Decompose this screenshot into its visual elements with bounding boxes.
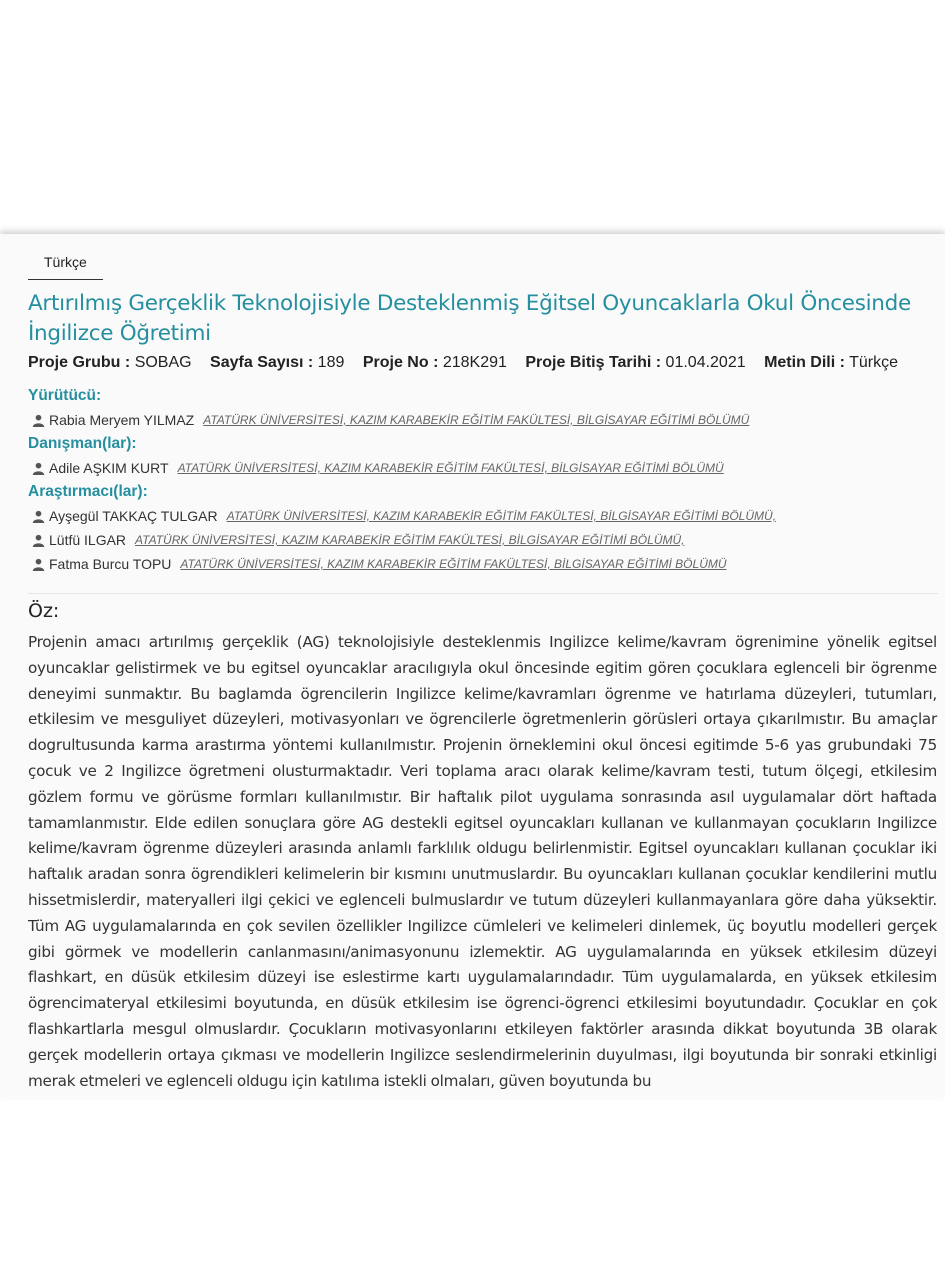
- person-name: Ayşegül TAKKAÇ TULGAR: [49, 508, 218, 524]
- affiliation-link[interactable]: ATATÜRK ÜNİVERSİTESİ, KAZIM KARABEKİR EĞİTİM FAKÜLTESİ, BİLGİSAYAR EĞİTİMİ BÖLÜMÜ,: [135, 533, 685, 547]
- project-detail-panel: [0, 234, 945, 1098]
- person-row: [32, 508, 776, 524]
- abstract-text: Projenin amacı artırılmış gerçeklik (AG) teknolojisiyle desteklenmis Ingilizce kelime/kavram ögrenimine yönelik egitsel oyuncaklar gelistirmek ve bu egitsel oyuncaklar aracılıgıyla okul öncesinde egitim gören çocuklara eglenceli bir ögrenme deneyimi sunmaktır. Bu baglamda ögrencilerin Ingilizce kelime/kavramları ögrenme ve hatırlama düzeyleri, tutumları, etkilesim ve mesguliyet düzeyleri, motivasyonları ve ögrencilerle ögretmenlerin görüsleri ortaya çıkarılmıstır. Bu amaçlar dogrultusunda karma arastırma yöntemi kullanılmıstır. Projenin örneklemini okul öncesi egitimde 5-6 yas grubundaki 75 çocuk ve 2 Ingilizce ögretmeni olusturmaktadır. Veri toplama aracı olarak kelime/kavram testi, tutum ölçegi, etkilesim gözlem formu ve görüsme formları kullanılmıstır. Bir haftalık pilot uygulama sonrasında asıl uygulamalar dört haftada tamamlanmıstır. Elde edilen sonuçlara göre AG destekli egitsel oyuncakları kullanan ve kullanmayan çocukların Ingilizce kelime/kavram ögrenme düzeyleri arasında anlamlı farklılık oldugu belirlenmistir. Egitsel oyuncakları kullanan çocuklar iki haftalık aradan sonra ögrendikleri kelimelerin bir kısmını unutmuslardır. Bu oyuncakları kullanan çocuklar kendilerini mutlu hissetmislerdir, materyalleri ilgi çekici ve eglenceli bulmuslardır ve tutum düzeyleri kullanmayanlara göre daha yüksektir. Tüm AG uygulamalarında en çok sevilen özellikler Ingilizce cümleleri ve kelimeleri dinlemek, üç boyutlu modelleri gerçek gibi görmek ve modellerin canlanmasını/animasyonunu izlemektir. AG uygulamalarında en yüksek etkilesim düzeyi flashkart, en düsük etkilesim düzeyi ise eslestirme kartı uygulamalarındadır. Tüm uygulamalarda, en yüksek etkilesim ögrencimateryal etkilesimi boyutunda, en düsük etkilesim ise ögrenci-ögrenci etkilesimi boyutundadır. Çocuklar en çok flashkartlarla mesgul olmuslardır. Çocukların motivasyonlarını etkileyen faktörler arasında dikkat boyutunda 3B olarak gerçek modellerin ortaya çıkması ve modellerin Ingilizce seslendirmelerinin duyulması, ilgi boyutunda bir sonraki etkinligi merak etmeleri ve eglenceli oldugu için katılıma istekli olmaları, güven boyutunda bu: [28, 633, 937, 1090]
- affiliation-link[interactable]: ATATÜRK ÜNİVERSİTESİ, KAZIM KARABEKİR EĞİTİM FAKÜLTESİ, BİLGİSAYAR EĞİTİMİ BÖLÜMÜ: [203, 413, 750, 427]
- user-icon: [32, 462, 45, 475]
- user-icon: [32, 534, 45, 547]
- meta-page-count: Sayfa Sayısı : 189: [210, 354, 345, 371]
- meta-project-no: Proje No : 218K291: [362, 354, 507, 371]
- user-icon: [32, 510, 45, 523]
- section-yurutucu: Yürütücü:: [28, 387, 102, 404]
- affiliation-link[interactable]: ATATÜRK ÜNİVERSİTESİ, KAZIM KARABEKİR EĞİTİM FAKÜLTESİ, BİLGİSAYAR EĞİTİMİ BÖLÜMÜ: [180, 557, 727, 571]
- user-icon: [32, 558, 45, 571]
- person-name: Adile AŞKIM KURT: [49, 460, 169, 476]
- section-danisman: Danışman(lar):: [28, 435, 137, 452]
- person-name: Rabia Meryem YILMAZ: [49, 412, 195, 428]
- abstract-heading: Öz:: [28, 600, 60, 622]
- meta-text-language: Metin Dili : Türkçe: [764, 354, 899, 371]
- user-icon: [32, 414, 45, 427]
- affiliation-link[interactable]: ATATÜRK ÜNİVERSİTESİ, KAZIM KARABEKİR EĞİTİM FAKÜLTESİ, BİLGİSAYAR EĞİTİMİ BÖLÜMÜ,: [226, 509, 777, 523]
- tab-turkce[interactable]: Türkçe: [28, 250, 103, 280]
- project-meta: [28, 354, 938, 372]
- divider: [28, 593, 938, 594]
- person-row: [32, 412, 749, 428]
- person-row: [32, 532, 684, 548]
- affiliation-link[interactable]: ATATÜRK ÜNİVERSİTESİ, KAZIM KARABEKİR EĞİTİM FAKÜLTESİ, BİLGİSAYAR EĞİTİMİ BÖLÜMÜ: [177, 461, 724, 475]
- page-title: Artırılmış Gerçeklik Teknolojisiyle Desteklenmiş Eğitsel Oyuncaklarla Okul Öncesinde İngilizce Öğretimi: [28, 291, 911, 346]
- meta-end-date: Proje Bitiş Tarihi : 01.04.2021: [525, 354, 746, 371]
- person-row: [32, 556, 727, 572]
- person-row: [32, 460, 724, 476]
- section-arastirmaci: Araştırmacı(lar):: [28, 483, 148, 500]
- person-name: Lütfü ILGAR: [49, 532, 127, 548]
- person-name: Fatma Burcu TOPU: [49, 556, 172, 572]
- meta-project-group: Proje Grubu : SOBAG: [28, 354, 192, 371]
